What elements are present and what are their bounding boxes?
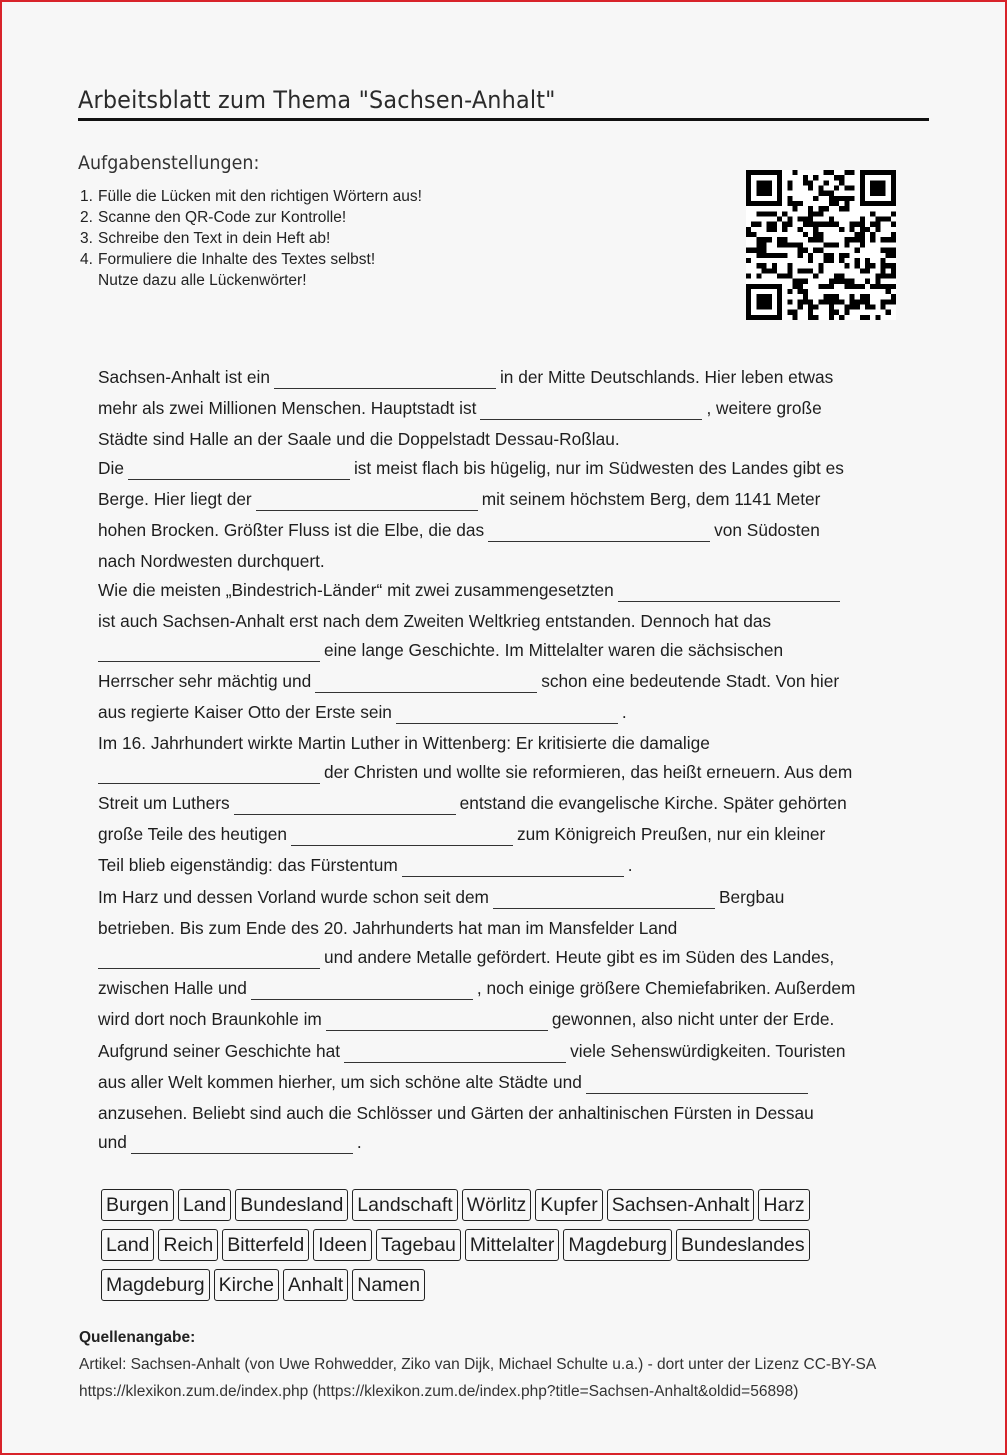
text-segment: ist auch Sachsen-Anhalt erst nach dem Zweiten Weltkrieg entstanden. Dennoch hat das bbox=[98, 611, 772, 631]
word-chip[interactable]: Land bbox=[101, 1229, 154, 1261]
text-line bbox=[98, 976, 855, 1000]
text-line bbox=[98, 885, 784, 909]
word-chip[interactable]: Bundesland bbox=[235, 1189, 348, 1221]
tasks-heading: Aufgabenstellungen: bbox=[78, 152, 260, 174]
word-chip[interactable]: Harz bbox=[758, 1189, 809, 1221]
text-line bbox=[98, 1101, 814, 1125]
blank-field[interactable] bbox=[251, 979, 473, 1000]
text-line bbox=[98, 1130, 362, 1154]
blank-field[interactable] bbox=[98, 763, 320, 784]
text-line bbox=[98, 1007, 834, 1031]
text-segment: von Südosten bbox=[714, 520, 820, 540]
text-segment: gewonnen, also nicht unter der Erde. bbox=[551, 1009, 835, 1029]
blank-field[interactable] bbox=[618, 581, 840, 602]
text-segment: ist meist flach bis hügelig, nur im Südwesten des Landes gibt es bbox=[353, 458, 844, 478]
text-line bbox=[98, 1070, 812, 1094]
word-chip[interactable]: Landschaft bbox=[352, 1189, 457, 1221]
text-segment: hohen Brocken. Größter Fluss ist die Elbe, die das bbox=[98, 520, 485, 540]
text-segment: Wie die meisten „Bindestrich-Länder“ mit zwei zusammengesetzten bbox=[98, 580, 614, 600]
text-segment: entstand die evangelische Kirche. Später gehörten bbox=[459, 793, 847, 813]
blank-field[interactable] bbox=[98, 948, 320, 969]
text-segment: aus aller Welt kommen hierher, um sich schöne alte Städte und bbox=[98, 1072, 582, 1092]
text-segment: . bbox=[621, 702, 627, 722]
word-bank bbox=[101, 1189, 901, 1309]
blank-field[interactable] bbox=[315, 672, 537, 693]
word-chip[interactable]: Sachsen-Anhalt bbox=[607, 1189, 755, 1221]
text-segment: Berge. Hier liegt der bbox=[98, 489, 252, 509]
text-segment: Streit um Luthers bbox=[98, 793, 230, 813]
text-line bbox=[98, 1039, 845, 1063]
text-segment: schon eine bedeutende Stadt. Von hier bbox=[541, 671, 840, 691]
task-item: Nutze dazu alle Lückenwörter! bbox=[98, 272, 307, 289]
text-segment: anzusehen. Beliebt sind auch die Schlösser und Gärten der anhaltinischen Fürsten in Dessau bbox=[98, 1103, 814, 1123]
blank-field[interactable] bbox=[586, 1073, 808, 1094]
blank-field[interactable] bbox=[274, 368, 496, 389]
text-segment: Herrscher sehr mächtig und bbox=[98, 671, 312, 691]
text-line bbox=[98, 669, 839, 693]
qr-code-icon[interactable] bbox=[746, 168, 896, 322]
word-chip[interactable]: Wörlitz bbox=[462, 1189, 532, 1221]
blank-field[interactable] bbox=[488, 521, 710, 542]
text-line bbox=[98, 791, 847, 815]
word-chip[interactable]: Kupfer bbox=[535, 1189, 602, 1221]
text-segment: Im Harz und dessen Vorland wurde schon seit dem bbox=[98, 887, 489, 907]
text-segment: nach Nordwesten durchquert. bbox=[98, 551, 325, 571]
title-divider bbox=[78, 118, 929, 121]
word-chip[interactable]: Namen bbox=[352, 1269, 425, 1301]
word-bank-row bbox=[101, 1269, 901, 1301]
text-line bbox=[98, 427, 620, 451]
text-segment: zum Königreich Preußen, nur ein kleiner bbox=[516, 824, 826, 844]
text-line bbox=[98, 456, 844, 480]
text-segment: viele Sehenswürdigkeiten. Touristen bbox=[570, 1041, 846, 1061]
blank-field[interactable] bbox=[256, 490, 478, 511]
blank-field[interactable] bbox=[396, 703, 618, 724]
text-line bbox=[98, 700, 627, 724]
text-segment: . bbox=[356, 1132, 362, 1152]
text-segment: Im 16. Jahrhundert wirkte Martin Luther in Wittenberg: Er kritisierte die damalige bbox=[98, 733, 710, 753]
blank-field[interactable] bbox=[291, 825, 513, 846]
word-chip[interactable]: Anhalt bbox=[283, 1269, 348, 1301]
text-segment: , weitere große bbox=[706, 398, 822, 418]
word-chip[interactable]: Ideen bbox=[313, 1229, 372, 1261]
blank-field[interactable] bbox=[128, 459, 350, 480]
word-chip[interactable]: Kirche bbox=[214, 1269, 279, 1301]
word-chip[interactable]: Bitterfeld bbox=[222, 1229, 309, 1261]
task-item: 3. Schreibe den Text in dein Heft ab! bbox=[80, 230, 331, 247]
text-segment: in der Mitte Deutschlands. Hier leben etwas bbox=[499, 367, 834, 387]
text-segment: . bbox=[627, 855, 633, 875]
blank-field[interactable] bbox=[234, 794, 456, 815]
task-item: 4. Formuliere die Inhalte des Textes selbst! bbox=[80, 251, 376, 268]
word-chip[interactable]: Mittelalter bbox=[465, 1229, 560, 1261]
text-segment: Teil blieb eigenständig: das Fürstentum bbox=[98, 855, 398, 875]
text-segment: , noch einige größere Chemiefabriken. Außerdem bbox=[476, 978, 856, 998]
task-item: 2. Scanne den QR-Code zur Kontrolle! bbox=[80, 209, 347, 226]
text-line bbox=[98, 916, 677, 940]
text-line bbox=[98, 609, 771, 633]
text-segment: Städte sind Halle an der Saale und die Doppelstadt Dessau-Roßlau. bbox=[98, 429, 620, 449]
text-line bbox=[98, 945, 834, 969]
word-chip[interactable]: Reich bbox=[158, 1229, 218, 1261]
text-segment: wird dort noch Braunkohle im bbox=[98, 1009, 322, 1029]
word-chip[interactable]: Bundeslandes bbox=[676, 1229, 810, 1261]
word-bank-row bbox=[101, 1229, 901, 1261]
text-segment: mehr als zwei Millionen Menschen. Hauptstadt ist bbox=[98, 398, 477, 418]
word-chip[interactable]: Burgen bbox=[101, 1189, 174, 1221]
text-line bbox=[98, 549, 325, 573]
text-line bbox=[98, 578, 844, 602]
text-line bbox=[98, 365, 833, 389]
text-segment: aus regierte Kaiser Otto der Erste sein bbox=[98, 702, 392, 722]
text-segment: und bbox=[98, 1132, 127, 1152]
text-segment: zwischen Halle und bbox=[98, 978, 247, 998]
blank-field[interactable] bbox=[402, 856, 624, 877]
blank-field[interactable] bbox=[480, 399, 702, 420]
text-line bbox=[98, 518, 820, 542]
text-line bbox=[98, 487, 820, 511]
blank-field[interactable] bbox=[344, 1042, 566, 1063]
word-chip[interactable]: Land bbox=[178, 1189, 231, 1221]
text-segment: Bergbau bbox=[718, 887, 785, 907]
blank-field[interactable] bbox=[326, 1010, 548, 1031]
text-segment: eine lange Geschichte. Im Mittelalter waren die sächsischen bbox=[324, 640, 784, 660]
text-segment: Aufgrund seiner Geschichte hat bbox=[98, 1041, 341, 1061]
text-line bbox=[98, 853, 633, 877]
word-bank-row bbox=[101, 1189, 901, 1221]
text-segment: Die bbox=[98, 458, 124, 478]
text-line bbox=[98, 822, 825, 846]
source-url[interactable]: https://klexikon.zum.de/index.php (https://klexikon.zum.de/index.php?title=Sachsen-Anhalt&oldid=56898) bbox=[79, 1383, 799, 1400]
word-chip[interactable]: Tagebau bbox=[376, 1229, 461, 1261]
source-article: Artikel: Sachsen-Anhalt (von Uwe Rohwedder, Ziko van Dijk, Michael Schulte u.a.) - dort unter der Lizenz CC-BY-SA bbox=[79, 1356, 877, 1373]
word-chip[interactable]: Magdeburg bbox=[563, 1229, 672, 1261]
text-segment: Sachsen-Anhalt ist ein bbox=[98, 367, 270, 387]
text-segment: betrieben. Bis zum Ende des 20. Jahrhunderts hat man im Mansfelder Land bbox=[98, 918, 678, 938]
text-line bbox=[98, 396, 822, 420]
blank-field[interactable] bbox=[493, 888, 715, 909]
sources-label: Quellenangabe: bbox=[79, 1329, 196, 1346]
task-item: 1. Fülle die Lücken mit den richtigen Wörtern aus! bbox=[80, 188, 422, 205]
text-segment: und andere Metalle gefördert. Heute gibt es im Süden des Landes, bbox=[324, 947, 835, 967]
task-list bbox=[80, 186, 422, 291]
page-title: Arbeitsblatt zum Thema "Sachsen-Anhalt" bbox=[78, 86, 556, 114]
word-chip[interactable]: Magdeburg bbox=[101, 1269, 210, 1301]
text-line bbox=[98, 638, 783, 662]
text-segment: mit seinem höchstem Berg, dem 1141 Meter bbox=[481, 489, 821, 509]
text-segment: große Teile des heutigen bbox=[98, 824, 287, 844]
blank-field[interactable] bbox=[131, 1133, 353, 1154]
text-segment: der Christen und wollte sie reformieren, das heißt erneuern. Aus dem bbox=[324, 762, 853, 782]
text-line bbox=[98, 731, 710, 755]
blank-field[interactable] bbox=[98, 641, 320, 662]
text-line bbox=[98, 760, 852, 784]
